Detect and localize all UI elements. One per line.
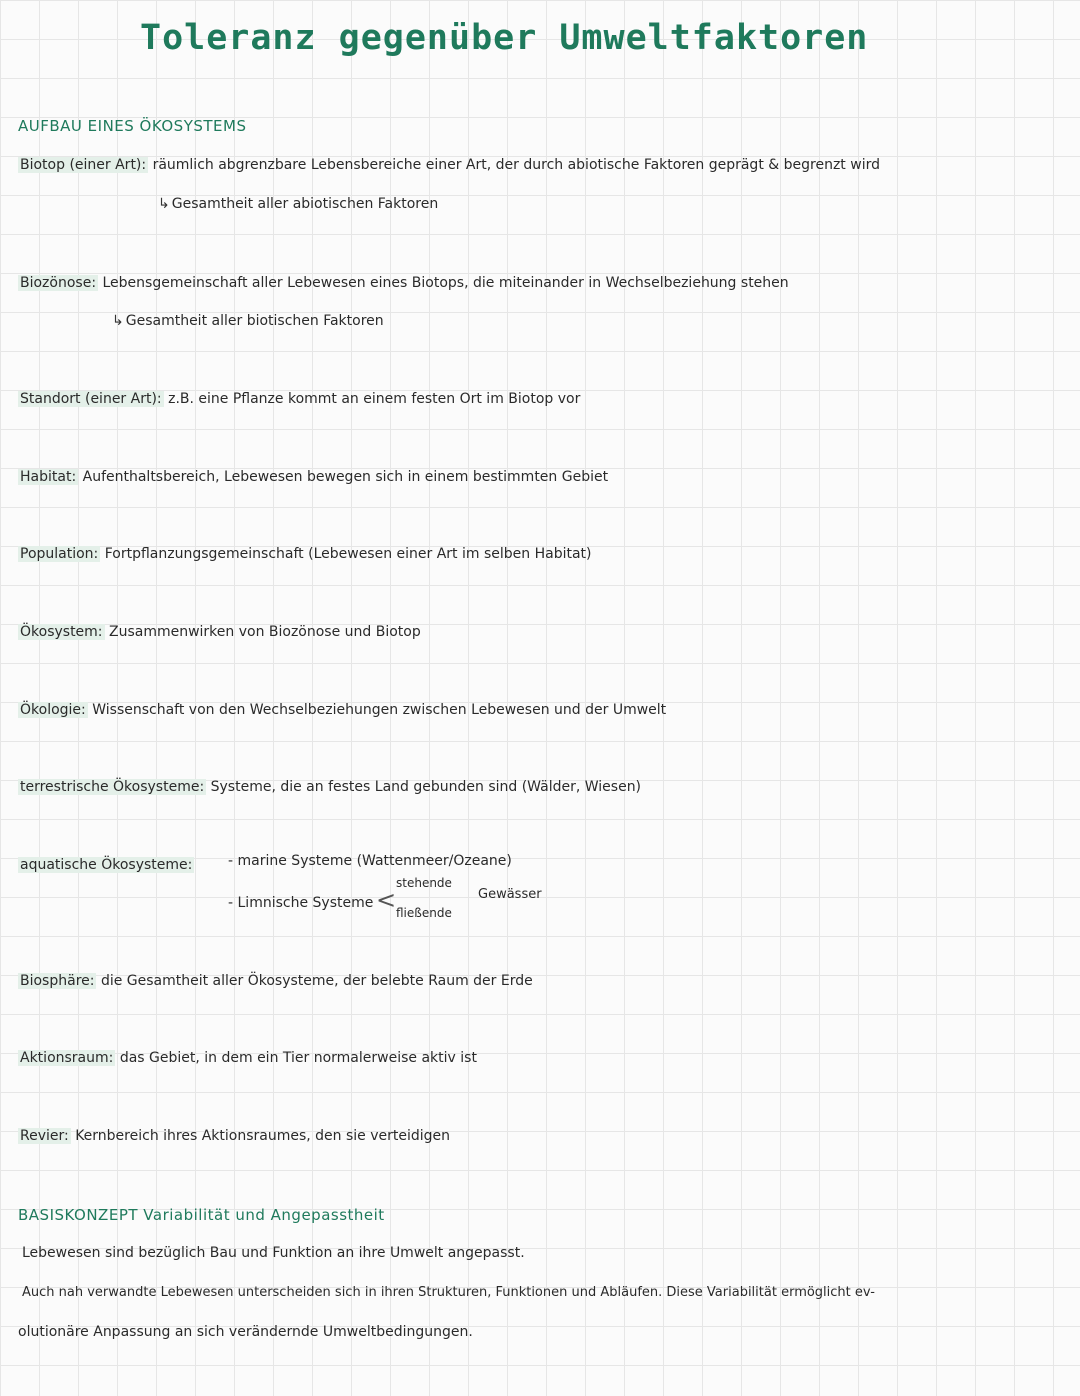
entry-population [18,546,592,562]
term-terrestrische: terrestrische Ökosysteme: [20,779,205,795]
page-title: Toleranz gegenüber Umweltfaktoren [140,18,869,58]
entry-oekologie [18,702,666,718]
sub-biozoenose [112,313,384,329]
term-oekosystem: Ökosystem: [20,624,103,640]
aquatic-flowing: fließende [396,906,452,920]
term-revier: Revier: [20,1128,69,1144]
entry-habitat [18,469,608,485]
entry-biosphaere [18,973,533,989]
definition-oekologie: Wissenschaft von den Wechselbeziehungen zwischen Lebewesen und der Umwelt [92,702,667,718]
entry-biozoenose [18,275,789,291]
definition-biosphaere: die Gesamtheit aller Ökosysteme, der belebte Raum der Erde [100,973,533,989]
entry-terrestrische [18,779,641,795]
term-biotop: Biotop (einer Art): [20,157,147,173]
basiskonzept-line-3: olutionäre Anpassung an sich verändernde Umweltbedingungen. [18,1324,473,1340]
aquatic-limnic: - Limnische Systeme [228,895,374,911]
arrow-right-icon: ↳ [158,196,170,212]
term-aktionsraum: Aktionsraum: [20,1050,114,1066]
sub-biotop [158,196,438,212]
aquatic-marine: - marine Systeme (Wattenmeer/Ozeane) [228,853,512,869]
sub-biozoenose-text: Gesamtheit aller biotischen Faktoren [125,313,384,329]
definition-standort: z.B. eine Pflanze kommt an einem festen Ort im Biotop vor [168,391,581,407]
aquatic-standing: stehende [396,876,452,890]
definition-biozoenose: Lebensgemeinschaft aller Lebewesen eines Biotops, die miteinander in Wechselbeziehung stehen [102,275,789,291]
definition-biotop: räumlich abgrenzbare Lebensbereiche einer Art, der durch abiotische Faktoren geprägt & begrenzt wird [152,157,880,173]
definition-terrestrische: Systeme, die an festes Land gebunden sind (Wälder, Wiesen) [210,779,642,795]
sub-biotop-text: Gesamtheit aller abiotischen Faktoren [171,196,439,212]
definition-revier: Kernbereich ihres Aktionsraumes, den sie verteidigen [75,1128,451,1144]
entry-standort [18,391,580,407]
term-habitat: Habitat: [20,469,77,485]
definition-habitat: Aufenthaltsbereich, Lebewesen bewegen sich in einem bestimmten Gebiet [82,469,609,485]
entry-aktionsraum [18,1050,477,1066]
term-biosphaere: Biosphäre: [20,973,95,989]
term-population: Population: [20,546,99,562]
term-standort: Standort (einer Art): [20,391,162,407]
bracket-icon: < [376,886,397,914]
basiskonzept-line-1: Lebewesen sind bezüglich Bau und Funktion an ihre Umwelt angepasst. [22,1245,525,1261]
term-oekologie: Ökologie: [20,702,86,718]
term-aquatische-text: aquatische Ökosysteme: [20,857,193,873]
section-heading-aufbau: AUFBAU EINES ÖKOSYSTEMS [18,117,247,135]
aquatic-waters: Gewässer [478,887,542,902]
entry-revier [18,1128,450,1144]
arrow-right-icon: ↳ [112,313,124,329]
entry-biotop [18,157,880,173]
definition-population: Fortpflanzungsgemeinschaft (Lebewesen einer Art im selben Habitat) [104,546,592,562]
definition-oekosystem: Zusammenwirken von Biozönose und Biotop [108,624,421,640]
definition-aktionsraum: das Gebiet, in dem ein Tier normalerweise aktiv ist [119,1050,477,1066]
basiskonzept-line-2: Auch nah verwandte Lebewesen unterscheiden sich in ihren Strukturen, Funktionen und Abläufen. Diese Variabilität ermöglicht ev- [22,1285,875,1300]
entry-oekosystem [18,624,421,640]
term-aquatische [18,857,194,873]
term-biozoenose: Biozönose: [20,275,97,291]
section-heading-basiskonzept: BASISKONZEPT Variabilität und Angepasstheit [18,1206,385,1224]
